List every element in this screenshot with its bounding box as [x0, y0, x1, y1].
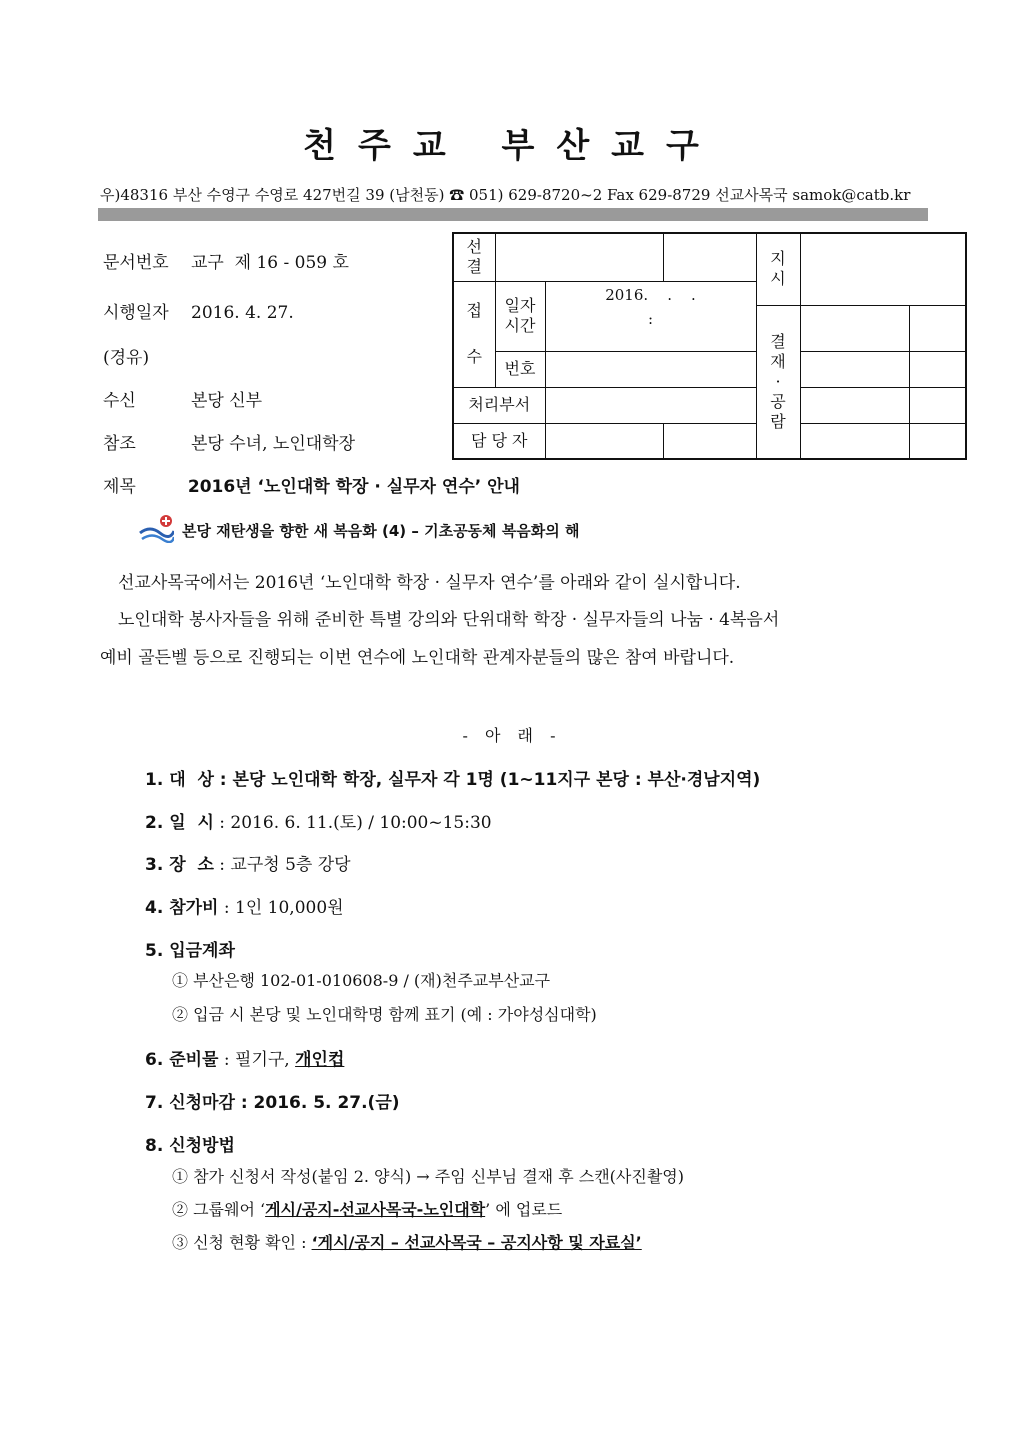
- su-text: 수: [466, 347, 482, 366]
- item-fee-value: : 1인 10,000원: [218, 898, 344, 918]
- item-target-label: 1. 대 상: [145, 770, 214, 790]
- sigan-value: :: [647, 310, 654, 329]
- reference-row: [103, 429, 355, 454]
- gyeoljae-cell-3: [800, 351, 909, 387]
- item-supplies: [145, 1045, 344, 1070]
- seongyeol-cell-1: [495, 233, 663, 281]
- gyeoljae-cell-5: [800, 387, 909, 423]
- item-supplies-emphasis: 개인컵: [295, 1050, 345, 1070]
- recipient-row: [103, 386, 262, 411]
- jeop-text: 접: [466, 301, 482, 320]
- date-value: 2016. 4. 27.: [191, 303, 294, 323]
- item-fee: [145, 893, 344, 918]
- manager-value-1: [545, 423, 663, 459]
- page-title: 천주교 부산교구: [303, 126, 721, 166]
- item-account: [145, 936, 235, 961]
- seongyeol-label: 선 결: [453, 233, 495, 281]
- gyeoljae-cell-4: [909, 351, 966, 387]
- item-fee-label: 4. 참가비: [145, 898, 219, 918]
- annual-motto: 본당 재탄생을 향한 새 복음화 (4) – 기초공동체 복음화의 해: [182, 522, 580, 540]
- item-supplies-value: : 필기구,: [218, 1050, 296, 1070]
- item-place-value: : 교구청 5층 강당: [213, 855, 351, 875]
- item-target-value: : 본당 노인대학 학장, 실무자 각 1명 (1~11지구 본당 : 부산·경남지역): [213, 770, 761, 790]
- doc-number-value: 교구 제 16 - 059 호: [191, 253, 349, 273]
- reference-value: 본당 수녀, 노인대학장: [191, 434, 356, 454]
- gyeoljae-cell-8: [909, 423, 966, 459]
- date-time-value: [545, 281, 756, 351]
- via-label: (경유): [103, 348, 150, 368]
- body-paragraph-2-line-2: 예비 골든벨 등으로 진행되는 이번 연수에 노인대학 관계자분들의 많은 참여 바랍니다.: [100, 648, 735, 668]
- item-place: [145, 850, 351, 875]
- seongyeol-cell-2: [663, 233, 756, 281]
- body-paragraph-2-line-1: 노인대학 봉사자들을 위해 준비한 특별 강의와 단위대학 학장 · 실무자들의 나눔 · 4복음서: [118, 610, 780, 630]
- below-heading: - 아 래 -: [462, 726, 562, 745]
- item-method: [145, 1131, 235, 1156]
- jisi-label: 지 시: [756, 233, 800, 305]
- sigan-text: 시간: [504, 316, 536, 335]
- number-label: 번호: [495, 351, 545, 387]
- gyeoljae-cell-7: [800, 423, 909, 459]
- item-target: [145, 765, 760, 790]
- method-step-3-pre: ③ 신청 현황 확인 :: [172, 1233, 312, 1252]
- method-step-2-post: ’ 에 업로드: [485, 1200, 563, 1219]
- subject-value: 2016년 ‘노인대학 학장 · 실무자 연수’ 안내: [187, 477, 520, 497]
- doc-number-label: 문서번호: [103, 253, 169, 273]
- date-row: [103, 298, 294, 323]
- item-account-label: 5. 입금계좌: [145, 941, 235, 961]
- item-place-label: 3. 장 소: [145, 855, 214, 875]
- method-step-3: [172, 1230, 642, 1253]
- manager-label: 담 당 자: [453, 423, 545, 459]
- jisi-cell: [800, 233, 966, 305]
- method-step-2-emphasis: 게시/공지-선교사목국-노인대학: [265, 1200, 486, 1219]
- account-detail-1: ① 부산은행 102-01-010608-9 / (재)천주교부산교구: [172, 971, 551, 990]
- gyeoljae-cell-1: [800, 305, 909, 351]
- dept-value: [545, 387, 756, 423]
- recipient-value: 본당 신부: [191, 391, 263, 411]
- item-supplies-label: 6. 준비물: [145, 1050, 219, 1070]
- receipt-label: [453, 281, 495, 387]
- subject-row: [103, 472, 520, 497]
- gyeoljae-label: 결 재 · 공 람: [756, 305, 800, 459]
- ilja-value: 2016. . .: [605, 285, 696, 304]
- diocese-logo-icon: [138, 513, 174, 543]
- gyeoljae-cell-6: [909, 387, 966, 423]
- address-line: 우)48316 부산 수영구 수영로 427번길 39 (남천동) ☎ 051) 629-8720~2 Fax 629-8729 선교사목국 samok@catb.kr: [100, 186, 911, 204]
- method-step-3-emphasis: ‘게시/공지 – 선교사목국 – 공지사항 및 자료실’: [311, 1233, 642, 1252]
- date-label: 시행일자: [103, 303, 169, 323]
- account-detail-2: ② 입금 시 본당 및 노인대학명 함께 표기 (예 : 가야성심대학): [172, 1005, 597, 1024]
- item-deadline-value: : 2016. 5. 27.(금): [234, 1093, 400, 1113]
- doc-number-row: [103, 248, 349, 273]
- item-schedule-label: 2. 일 시: [145, 813, 214, 833]
- item-schedule-value: : 2016. 6. 11.(토) / 10:00~15:30: [213, 813, 492, 833]
- method-step-2: [172, 1197, 562, 1220]
- item-method-label: 8. 신청방법: [145, 1136, 235, 1156]
- ilja-text: 일자: [504, 296, 536, 315]
- body-paragraph-1: 선교사목국에서는 2016년 ‘노인대학 학장 · 실무자 연수’를 아래와 같이 실시합니다.: [118, 573, 741, 593]
- number-value: [545, 351, 756, 387]
- method-step-1: ① 참가 신청서 작성(붙임 2. 양식) → 주임 신부님 결재 후 스캔(사진촬영): [172, 1167, 684, 1186]
- header-divider: [98, 208, 928, 221]
- dept-label: 처리부서: [453, 387, 545, 423]
- date-time-label: [495, 281, 545, 351]
- approval-table: [452, 232, 967, 460]
- subject-label: 제목: [103, 477, 136, 497]
- method-step-2-pre: ② 그룹웨어 ‘: [172, 1200, 266, 1219]
- item-deadline-label: 7. 신청마감: [145, 1093, 235, 1113]
- item-deadline: [145, 1088, 400, 1113]
- manager-value-2: [663, 423, 756, 459]
- recipient-label: 수신: [103, 391, 136, 411]
- item-schedule: [145, 808, 492, 833]
- reference-label: 참조: [103, 434, 136, 454]
- gyeoljae-cell-2: [909, 305, 966, 351]
